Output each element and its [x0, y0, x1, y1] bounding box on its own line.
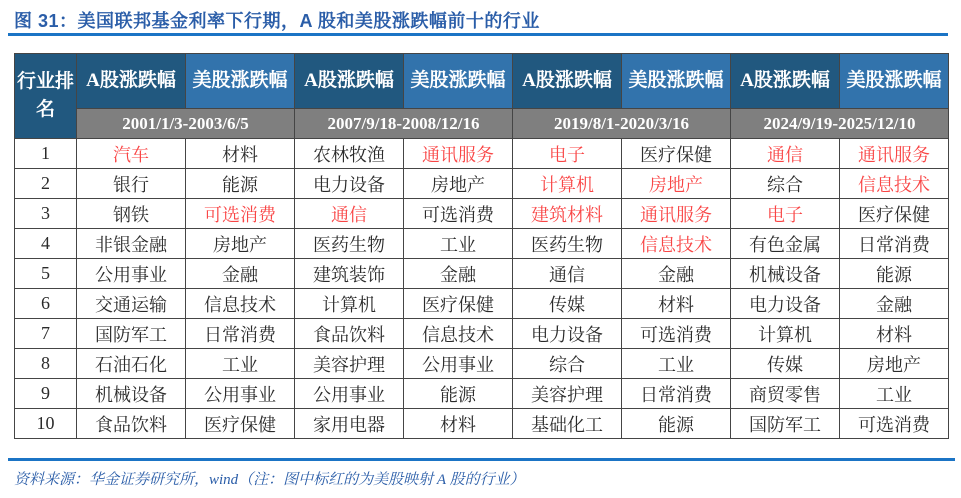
industry-cell: 国防军工 [77, 319, 186, 349]
industry-cell: 金融 [840, 289, 949, 319]
industry-cell: 银行 [77, 169, 186, 199]
industry-cell: 电子 [731, 199, 840, 229]
rank-cell: 3 [15, 199, 77, 229]
industry-cell: 材料 [840, 319, 949, 349]
industry-cell: 日常消费 [622, 379, 731, 409]
a-share-header-period2: A股涨跌幅 [295, 54, 404, 109]
a-share-header-period4: A股涨跌幅 [731, 54, 840, 109]
industry-cell: 材料 [622, 289, 731, 319]
rank-cell: 1 [15, 139, 77, 169]
table-row [15, 259, 949, 289]
industry-cell: 基础化工 [513, 409, 622, 439]
industry-cell: 电子 [513, 139, 622, 169]
industry-cell: 信息技术 [622, 229, 731, 259]
industry-cell: 通讯服务 [622, 199, 731, 229]
industry-cell: 商贸零售 [731, 379, 840, 409]
industry-cell: 医药生物 [295, 229, 404, 259]
industry-cell: 机械设备 [731, 259, 840, 289]
table-row [15, 319, 949, 349]
industry-cell: 农林牧渔 [295, 139, 404, 169]
table-row [15, 409, 949, 439]
industry-cell: 食品饮料 [77, 409, 186, 439]
us-share-header-period4: 美股涨跌幅 [840, 54, 949, 109]
industry-cell: 美容护理 [513, 379, 622, 409]
industry-cell: 医疗保健 [186, 409, 295, 439]
industry-cell: 可选消费 [404, 199, 513, 229]
industry-cell: 综合 [731, 169, 840, 199]
rank-cell: 5 [15, 259, 77, 289]
rank-header: 行业排名 [15, 54, 77, 139]
industry-cell: 钢铁 [77, 199, 186, 229]
rank-cell: 9 [15, 379, 77, 409]
table-row [15, 379, 949, 409]
industry-cell: 公用事业 [77, 259, 186, 289]
industry-cell: 有色金属 [731, 229, 840, 259]
table-row [15, 349, 949, 379]
industry-cell: 工业 [840, 379, 949, 409]
industry-cell: 能源 [622, 409, 731, 439]
industry-cell: 美容护理 [295, 349, 404, 379]
industry-cell: 公用事业 [404, 349, 513, 379]
industry-cell: 房地产 [840, 349, 949, 379]
industry-cell: 信息技术 [404, 319, 513, 349]
table-row [15, 139, 949, 169]
industry-cell: 金融 [404, 259, 513, 289]
industry-cell: 计算机 [731, 319, 840, 349]
industry-cell: 电力设备 [731, 289, 840, 319]
title-divider-line [8, 33, 948, 36]
bottom-divider-line [8, 458, 955, 461]
industry-cell: 公用事业 [295, 379, 404, 409]
rank-cell: 7 [15, 319, 77, 349]
industry-cell: 工业 [622, 349, 731, 379]
rank-cell: 10 [15, 409, 77, 439]
industry-cell: 能源 [404, 379, 513, 409]
industry-cell: 金融 [186, 259, 295, 289]
industry-cell: 医药生物 [513, 229, 622, 259]
industry-cell: 通讯服务 [404, 139, 513, 169]
industry-cell: 家用电器 [295, 409, 404, 439]
industry-cell: 日常消费 [840, 229, 949, 259]
rank-cell: 6 [15, 289, 77, 319]
industry-cell: 计算机 [513, 169, 622, 199]
industry-cell: 通信 [295, 199, 404, 229]
industry-cell: 医疗保健 [622, 139, 731, 169]
table-row [15, 199, 949, 229]
date-range-period3: 2019/8/1-2020/3/16 [513, 109, 731, 139]
industry-ranking-table [14, 53, 949, 439]
industry-cell: 石油石化 [77, 349, 186, 379]
industry-cell: 能源 [840, 259, 949, 289]
table-row [15, 169, 949, 199]
industry-cell: 食品饮料 [295, 319, 404, 349]
industry-cell: 可选消费 [186, 199, 295, 229]
industry-cell: 综合 [513, 349, 622, 379]
industry-cell: 工业 [404, 229, 513, 259]
industry-cell: 传媒 [513, 289, 622, 319]
date-range-period1: 2001/1/3-2003/6/5 [77, 109, 295, 139]
industry-cell: 房地产 [186, 229, 295, 259]
industry-cell: 医疗保健 [404, 289, 513, 319]
industry-cell: 信息技术 [840, 169, 949, 199]
industry-cell: 建筑材料 [513, 199, 622, 229]
figure-title: 图 31：美国联邦基金利率下行期，A 股和美股涨跌幅前十的行业 [14, 11, 540, 31]
industry-cell: 通信 [513, 259, 622, 289]
industry-cell: 材料 [404, 409, 513, 439]
rank-cell: 8 [15, 349, 77, 379]
industry-cell: 信息技术 [186, 289, 295, 319]
industry-cell: 国防军工 [731, 409, 840, 439]
table-row [15, 289, 949, 319]
industry-cell: 日常消费 [186, 319, 295, 349]
us-share-header-period3: 美股涨跌幅 [622, 54, 731, 109]
date-range-period2: 2007/9/18-2008/12/16 [295, 109, 513, 139]
industry-cell: 通讯服务 [840, 139, 949, 169]
rank-cell: 2 [15, 169, 77, 199]
industry-cell: 交通运输 [77, 289, 186, 319]
industry-cell: 房地产 [622, 169, 731, 199]
industry-cell: 医疗保健 [840, 199, 949, 229]
rank-cell: 4 [15, 229, 77, 259]
industry-cell: 可选消费 [840, 409, 949, 439]
industry-cell: 建筑装饰 [295, 259, 404, 289]
a-share-header-period1: A股涨跌幅 [77, 54, 186, 109]
industry-cell: 传媒 [731, 349, 840, 379]
us-share-header-period2: 美股涨跌幅 [404, 54, 513, 109]
industry-cell: 公用事业 [186, 379, 295, 409]
industry-cell: 非银金融 [77, 229, 186, 259]
industry-cell: 电力设备 [513, 319, 622, 349]
date-range-period4: 2024/9/19-2025/12/10 [731, 109, 949, 139]
industry-cell: 汽车 [77, 139, 186, 169]
industry-cell: 工业 [186, 349, 295, 379]
industry-cell: 材料 [186, 139, 295, 169]
date-range-row [15, 109, 949, 139]
industry-cell: 能源 [186, 169, 295, 199]
table-row [15, 229, 949, 259]
source-note: 资料来源：华金证券研究所，wind（注：图中标红的为美股映射 A 股的行业） [14, 472, 525, 488]
industry-cell: 电力设备 [295, 169, 404, 199]
industry-cell: 计算机 [295, 289, 404, 319]
industry-cell: 房地产 [404, 169, 513, 199]
industry-cell: 金融 [622, 259, 731, 289]
industry-cell: 通信 [731, 139, 840, 169]
us-share-header-period1: 美股涨跌幅 [186, 54, 295, 109]
table-header-row [15, 54, 949, 109]
industry-cell: 机械设备 [77, 379, 186, 409]
a-share-header-period3: A股涨跌幅 [513, 54, 622, 109]
industry-cell: 可选消费 [622, 319, 731, 349]
